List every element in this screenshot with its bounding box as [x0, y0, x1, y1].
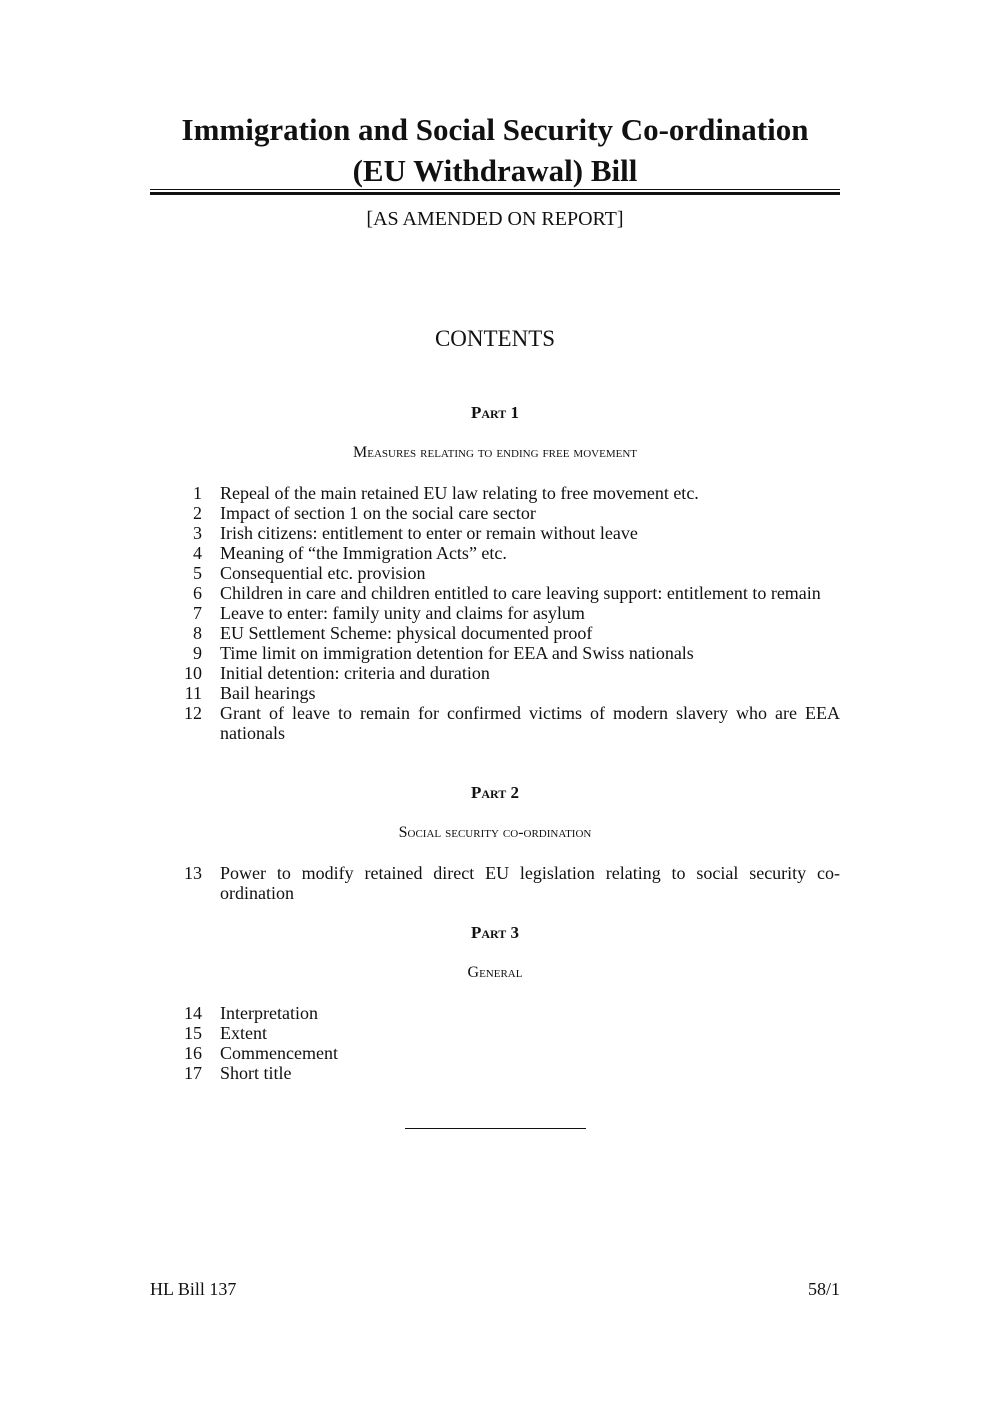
contents-list	[150, 483, 840, 743]
contents-item[interactable]	[150, 623, 840, 643]
part-label: Part 1	[470, 403, 520, 422]
section-title: Impact of section 1 on the social care sector	[220, 503, 536, 523]
contents-item[interactable]	[150, 603, 840, 623]
section-number: 1	[193, 483, 202, 503]
section-title: Commencement	[220, 1043, 338, 1063]
contents-item[interactable]	[150, 583, 840, 603]
section-title: Short title	[220, 1063, 292, 1083]
section-number: 8	[193, 623, 202, 643]
section-number: 9	[193, 643, 202, 663]
footer-bill-number: 58/1	[807, 1279, 840, 1299]
contents-heading: CONTENTS	[434, 326, 556, 351]
amended-status: [AS AMENDED ON REPORT]	[366, 208, 624, 230]
section-title: Extent	[220, 1023, 267, 1043]
contents-item[interactable]	[150, 643, 840, 663]
section-number: 13	[184, 863, 202, 883]
section-number: 4	[193, 543, 202, 563]
part-heading: General	[467, 964, 523, 981]
contents-item[interactable]	[150, 703, 840, 743]
section-title: Repeal of the main retained EU law relating to free movement etc.	[220, 483, 699, 503]
contents-item[interactable]	[150, 683, 840, 703]
section-number: 2	[193, 503, 202, 523]
section-title: Grant of leave to remain for confirmed victims of modern slavery who are EEA nationals	[220, 703, 840, 743]
contents-item[interactable]	[150, 1043, 840, 1063]
contents-item[interactable]	[150, 543, 840, 563]
section-title: Irish citizens: entitlement to enter or remain without leave	[220, 523, 638, 543]
contents-item[interactable]	[150, 1063, 840, 1083]
footer-bill-id: HL Bill 137	[150, 1279, 237, 1299]
section-number: 5	[193, 563, 202, 583]
section-title: Power to modify retained direct EU legislation relating to social security co-ordination	[220, 863, 840, 903]
contents-item[interactable]	[150, 483, 840, 503]
section-title: Consequential etc. provision	[220, 563, 426, 583]
contents-list	[150, 1003, 840, 1083]
section-number: 17	[184, 1063, 202, 1083]
part-label: Part 2	[470, 783, 520, 802]
section-title: Meaning of “the Immigration Acts” etc.	[220, 543, 507, 563]
contents-item[interactable]	[150, 523, 840, 543]
section-title: Leave to enter: family unity and claims for asylum	[220, 603, 585, 623]
section-title: Interpretation	[220, 1003, 318, 1023]
section-title: EU Settlement Scheme: physical documented proof	[220, 623, 593, 643]
section-title: Children in care and children entitled to care leaving support: entitlement to remain	[220, 583, 821, 603]
bill-title	[150, 109, 840, 191]
bill-title-line1: Immigration and Social Security Co-ordination	[181, 112, 809, 147]
part-heading: Social security co-ordination	[398, 824, 592, 841]
end-rule	[405, 1128, 586, 1129]
section-title: Initial detention: criteria and duration	[220, 663, 490, 683]
contents-item[interactable]	[150, 863, 840, 903]
section-number: 12	[184, 703, 202, 723]
section-number: 14	[184, 1003, 202, 1023]
part-label: Part 3	[470, 923, 520, 942]
title-rule-thick	[150, 192, 840, 195]
contents-item[interactable]	[150, 1003, 840, 1023]
contents-item[interactable]	[150, 503, 840, 523]
section-number: 6	[193, 583, 202, 603]
section-title: Bail hearings	[220, 683, 316, 703]
contents-item[interactable]	[150, 663, 840, 683]
section-number: 3	[193, 523, 202, 543]
contents-item[interactable]	[150, 563, 840, 583]
part-heading: Measures relating to ending free movement	[353, 444, 637, 461]
section-title: Time limit on immigration detention for EEA and Swiss nationals	[220, 643, 694, 663]
contents-list	[150, 863, 840, 903]
section-number: 11	[184, 683, 202, 703]
section-number: 16	[184, 1043, 202, 1063]
contents-item[interactable]	[150, 1023, 840, 1043]
section-number: 15	[184, 1023, 202, 1043]
section-number: 7	[193, 603, 202, 623]
bill-title-line2: (EU Withdrawal) Bill	[352, 153, 638, 188]
section-number: 10	[184, 663, 202, 683]
title-rule-thin	[150, 189, 840, 190]
